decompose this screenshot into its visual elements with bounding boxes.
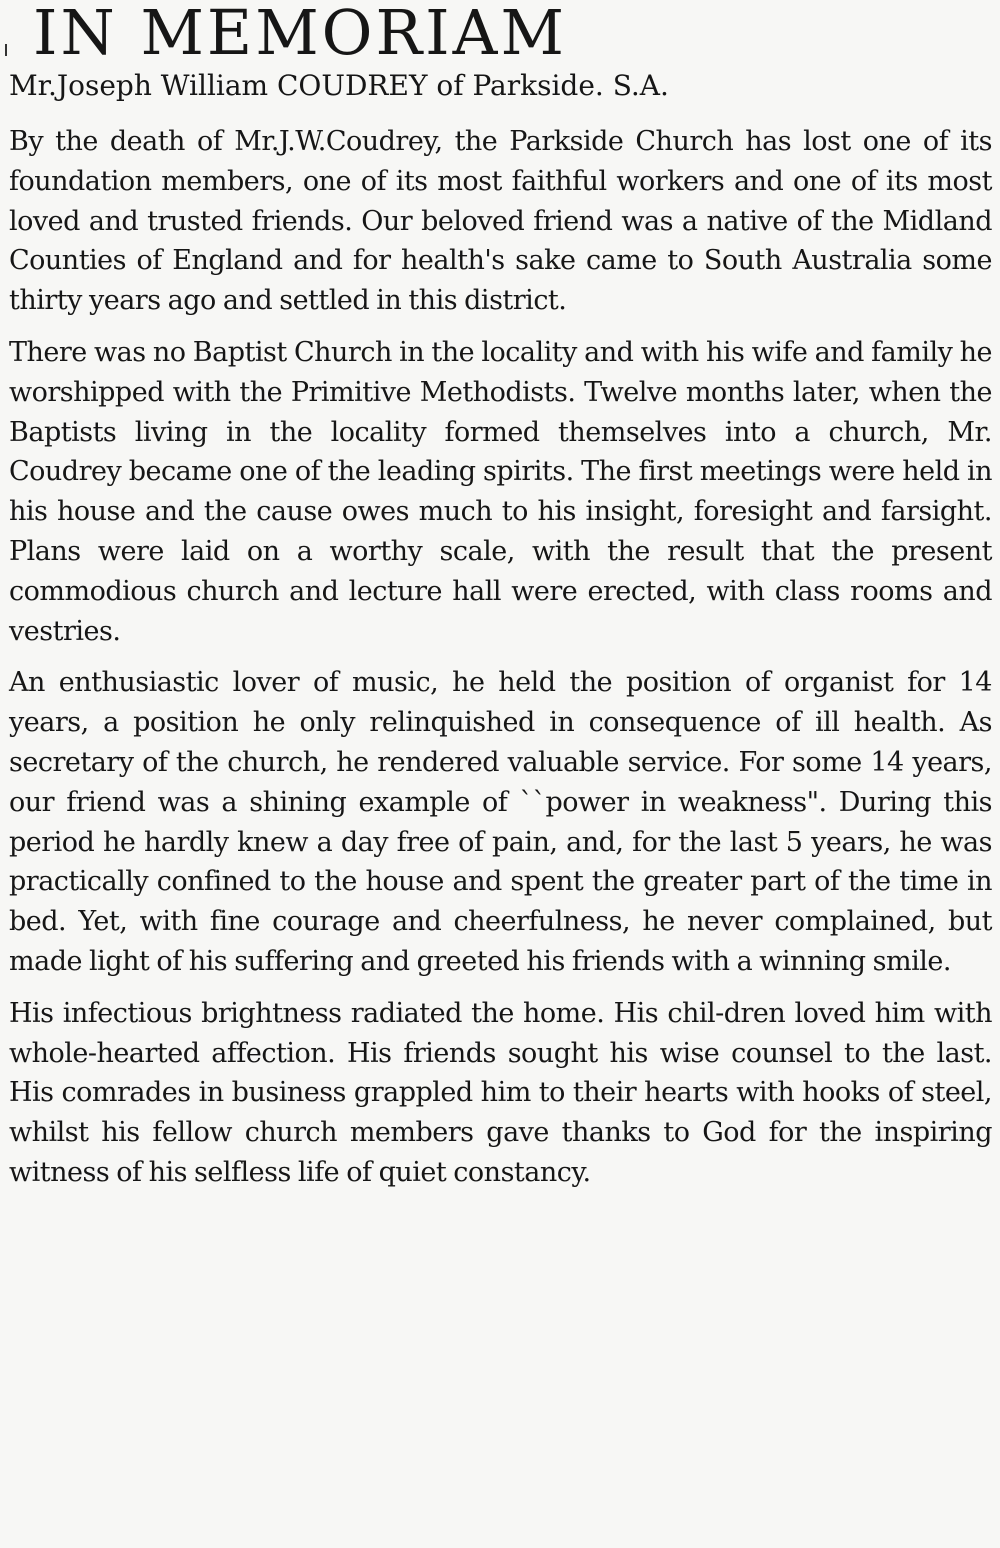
- paragraph-3: An enthusiastic lover of music, he held the position of organist for 14 years, a position he only relinquished in consequence of ill health. As secretary of the church, he rendered valuable service. For some 14 years, our friend was a shining example of ``power in weakness". During this period he hardly knew a day free of pain, and, for the last 5 years, he was practically confined to the house and spent the greater part of the time in bed. Yet, with fine courage and cheerfulness, he never complained, but made light of his suffering and greeted his friends with a winning smile.: [9, 667, 992, 977]
- paragraph-1: By the death of Mr.J.W.Coudrey, the Parkside Church has lost one of its foundation members, one of its most faithful workers and one of its most loved and trusted friends. Our beloved friend was a native of the Midland Counties of England and for health's sake came to South Australia some thirty years ago and settled in this district.: [9, 126, 992, 317]
- paragraph-4: His infectious brightness radiated the home. His chil-dren loved him with whole-hearted affection. His friends sought his wise counsel to the last. His comrades in business grappled him to their hearts with hooks of steel, whilst his fellow church members gave thanks to God for the inspiring witness of his selfless life of quiet constancy.: [9, 997, 992, 1188]
- margin-mark: [5, 44, 7, 56]
- subtitle: Mr.Joseph William COUDREY of Parkside. S.A.: [9, 69, 669, 102]
- page-title: IN MEMORIAM: [33, 0, 567, 69]
- paragraph-2: There was no Baptist Church in the locality and with his wife and family he worshipped with the Primitive Methodists. Twelve months later, when the Baptists living in the locality formed themselves into a church, Mr. Coudrey became one of the leading spirits. The first meetings were held in his house and the cause owes much to his insight, foresight and farsight. Plans were laid on a worthy scale, with the result that the present commodious church and lecture hall were erected, with class rooms and vestries.: [9, 336, 992, 647]
